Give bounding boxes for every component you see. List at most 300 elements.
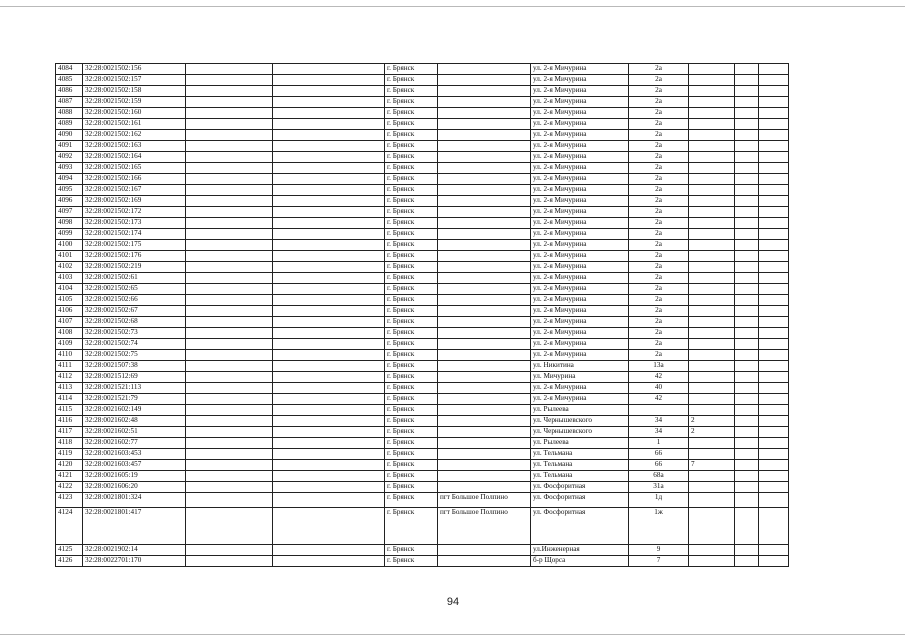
house-number-cell: 34	[629, 416, 689, 427]
table-row	[56, 438, 789, 449]
empty-cell	[186, 86, 273, 97]
building-number-cell	[689, 361, 735, 372]
street-cell: ул. Тельмана	[531, 449, 629, 460]
empty-cell	[273, 460, 385, 471]
record-number-cell: 4093	[56, 163, 83, 174]
record-number-cell: 4119	[56, 449, 83, 460]
empty-cell	[186, 328, 273, 339]
table-row	[56, 493, 789, 508]
empty-cell	[186, 405, 273, 416]
empty-cell	[186, 218, 273, 229]
street-cell: ул. Рылеева	[531, 405, 629, 416]
empty-cell	[735, 185, 759, 196]
street-cell: ул.Инженерная	[531, 545, 629, 556]
settlement-cell	[438, 339, 531, 350]
empty-cell	[186, 207, 273, 218]
empty-cell	[186, 284, 273, 295]
street-cell: ул. 2-я Мичурина	[531, 75, 629, 86]
empty-cell	[759, 86, 789, 97]
record-number-cell: 4084	[56, 64, 83, 75]
empty-cell	[759, 64, 789, 75]
empty-cell	[186, 372, 273, 383]
house-number-cell: 2а	[629, 284, 689, 295]
empty-cell	[735, 328, 759, 339]
record-number-cell: 4099	[56, 229, 83, 240]
empty-cell	[273, 97, 385, 108]
settlement-cell	[438, 86, 531, 97]
table-row	[56, 545, 789, 556]
empty-cell	[273, 556, 385, 567]
building-number-cell	[689, 394, 735, 405]
city-cell: г. Брянск	[385, 372, 438, 383]
city-cell: г. Брянск	[385, 108, 438, 119]
house-number-cell: 9	[629, 545, 689, 556]
street-cell: ул. Фосфоритная	[531, 508, 629, 545]
city-cell: г. Брянск	[385, 196, 438, 207]
street-cell: ул. 2-я Мичурина	[531, 64, 629, 75]
settlement-cell	[438, 64, 531, 75]
city-cell: г. Брянск	[385, 394, 438, 405]
cadastral-number-cell: 32:28:0021502:73	[83, 328, 186, 339]
table-row	[56, 273, 789, 284]
empty-cell	[735, 545, 759, 556]
record-number-cell: 4096	[56, 196, 83, 207]
city-cell: г. Брянск	[385, 273, 438, 284]
empty-cell	[273, 508, 385, 545]
empty-cell	[759, 196, 789, 207]
building-number-cell	[689, 405, 735, 416]
cadastral-number-cell: 32:28:0021502:166	[83, 174, 186, 185]
street-cell: б-р Щорса	[531, 556, 629, 567]
page-number: 94	[446, 596, 460, 608]
cadastral-number-cell: 32:28:0021603:453	[83, 449, 186, 460]
cadastral-number-cell: 32:28:0021502:156	[83, 64, 186, 75]
empty-cell	[735, 240, 759, 251]
empty-cell	[735, 405, 759, 416]
table-row	[56, 449, 789, 460]
record-number-cell: 4120	[56, 460, 83, 471]
record-number-cell: 4107	[56, 317, 83, 328]
empty-cell	[735, 350, 759, 361]
empty-cell	[273, 416, 385, 427]
house-number-cell: 40	[629, 383, 689, 394]
empty-cell	[759, 130, 789, 141]
building-number-cell	[689, 163, 735, 174]
city-cell: г. Брянск	[385, 207, 438, 218]
settlement-cell	[438, 460, 531, 471]
table-row	[56, 328, 789, 339]
table-row	[56, 317, 789, 328]
empty-cell	[735, 251, 759, 262]
table-row	[56, 383, 789, 394]
settlement-cell	[438, 361, 531, 372]
table-row	[56, 97, 789, 108]
empty-cell	[186, 493, 273, 508]
settlement-cell	[438, 251, 531, 262]
table-row	[56, 556, 789, 567]
empty-cell	[186, 152, 273, 163]
scan-bottom-edge-line	[0, 634, 905, 635]
building-number-cell	[689, 262, 735, 273]
city-cell: г. Брянск	[385, 460, 438, 471]
empty-cell	[273, 141, 385, 152]
building-number-cell	[689, 64, 735, 75]
city-cell: г. Брянск	[385, 556, 438, 567]
city-cell: г. Брянск	[385, 361, 438, 372]
building-number-cell	[689, 174, 735, 185]
table-row	[56, 416, 789, 427]
street-cell: ул. 2-я Мичурина	[531, 273, 629, 284]
building-number-cell	[689, 328, 735, 339]
settlement-cell	[438, 427, 531, 438]
table-row	[56, 427, 789, 438]
city-cell: г. Брянск	[385, 482, 438, 493]
settlement-cell	[438, 229, 531, 240]
empty-cell	[273, 218, 385, 229]
record-number-cell: 4094	[56, 174, 83, 185]
record-number-cell: 4113	[56, 383, 83, 394]
table-row	[56, 196, 789, 207]
table-row	[56, 218, 789, 229]
record-number-cell: 4124	[56, 508, 83, 545]
settlement-cell	[438, 75, 531, 86]
empty-cell	[735, 556, 759, 567]
table-row	[56, 284, 789, 295]
table-row	[56, 108, 789, 119]
city-cell: г. Брянск	[385, 97, 438, 108]
city-cell: г. Брянск	[385, 174, 438, 185]
empty-cell	[186, 350, 273, 361]
settlement-cell	[438, 108, 531, 119]
house-number-cell: 68а	[629, 471, 689, 482]
empty-cell	[186, 482, 273, 493]
empty-cell	[759, 75, 789, 86]
settlement-cell	[438, 174, 531, 185]
cadastral-number-cell: 32:28:0021502:175	[83, 240, 186, 251]
empty-cell	[735, 372, 759, 383]
building-number-cell	[689, 86, 735, 97]
city-cell: г. Брянск	[385, 416, 438, 427]
record-number-cell: 4122	[56, 482, 83, 493]
empty-cell	[273, 64, 385, 75]
city-cell: г. Брянск	[385, 508, 438, 545]
empty-cell	[759, 328, 789, 339]
empty-cell	[759, 119, 789, 130]
city-cell: г. Брянск	[385, 152, 438, 163]
record-number-cell: 4112	[56, 372, 83, 383]
empty-cell	[759, 317, 789, 328]
empty-cell	[273, 405, 385, 416]
empty-cell	[759, 240, 789, 251]
cadastral-number-cell: 32:28:0021507:38	[83, 361, 186, 372]
street-cell: ул. 2-я Мичурина	[531, 394, 629, 405]
settlement-cell	[438, 185, 531, 196]
street-cell: ул. 2-я Мичурина	[531, 174, 629, 185]
empty-cell	[735, 460, 759, 471]
record-number-cell: 4095	[56, 185, 83, 196]
registry-table-body	[56, 64, 789, 567]
settlement-cell	[438, 449, 531, 460]
city-cell: г. Брянск	[385, 64, 438, 75]
city-cell: г. Брянск	[385, 449, 438, 460]
street-cell: ул. 2-я Мичурина	[531, 350, 629, 361]
cadastral-number-cell: 32:28:0021502:158	[83, 86, 186, 97]
record-number-cell: 4121	[56, 471, 83, 482]
settlement-cell	[438, 262, 531, 273]
settlement-cell	[438, 218, 531, 229]
empty-cell	[735, 108, 759, 119]
empty-cell	[735, 119, 759, 130]
empty-cell	[273, 284, 385, 295]
empty-cell	[273, 394, 385, 405]
house-number-cell: 66	[629, 460, 689, 471]
record-number-cell: 4104	[56, 284, 83, 295]
house-number-cell: 2а	[629, 163, 689, 174]
cadastral-number-cell: 32:28:0021502:74	[83, 339, 186, 350]
empty-cell	[759, 185, 789, 196]
house-number-cell: 2а	[629, 119, 689, 130]
settlement-cell	[438, 350, 531, 361]
city-cell: г. Брянск	[385, 86, 438, 97]
house-number-cell: 2а	[629, 328, 689, 339]
empty-cell	[735, 383, 759, 394]
city-cell: г. Брянск	[385, 317, 438, 328]
empty-cell	[186, 545, 273, 556]
cadastral-number-cell: 32:28:0021502:169	[83, 196, 186, 207]
record-number-cell: 4110	[56, 350, 83, 361]
city-cell: г. Брянск	[385, 471, 438, 482]
empty-cell	[186, 295, 273, 306]
street-cell: ул. 2-я Мичурина	[531, 317, 629, 328]
table-row	[56, 350, 789, 361]
record-number-cell: 4088	[56, 108, 83, 119]
empty-cell	[759, 207, 789, 218]
settlement-cell	[438, 152, 531, 163]
empty-cell	[273, 383, 385, 394]
cadastral-number-cell: 32:28:0021502:162	[83, 130, 186, 141]
empty-cell	[759, 416, 789, 427]
settlement-cell	[438, 284, 531, 295]
empty-cell	[759, 152, 789, 163]
empty-cell	[735, 273, 759, 284]
table-row	[56, 163, 789, 174]
empty-cell	[759, 251, 789, 262]
house-number-cell: 2а	[629, 174, 689, 185]
city-cell: г. Брянск	[385, 218, 438, 229]
cadastral-number-cell: 32:28:0021512:69	[83, 372, 186, 383]
empty-cell	[186, 185, 273, 196]
empty-cell	[273, 372, 385, 383]
empty-cell	[735, 508, 759, 545]
record-number-cell: 4106	[56, 306, 83, 317]
record-number-cell: 4105	[56, 295, 83, 306]
settlement-cell	[438, 394, 531, 405]
record-number-cell: 4100	[56, 240, 83, 251]
city-cell: г. Брянск	[385, 163, 438, 174]
settlement-cell	[438, 482, 531, 493]
empty-cell	[186, 75, 273, 86]
building-number-cell	[689, 482, 735, 493]
building-number-cell	[689, 295, 735, 306]
empty-cell	[735, 75, 759, 86]
empty-cell	[759, 339, 789, 350]
city-cell: г. Брянск	[385, 229, 438, 240]
settlement-cell	[438, 196, 531, 207]
cadastral-number-cell: 32:28:0021602:48	[83, 416, 186, 427]
table-row	[56, 130, 789, 141]
city-cell: г. Брянск	[385, 262, 438, 273]
table-row	[56, 207, 789, 218]
building-number-cell	[689, 449, 735, 460]
street-cell: ул. 2-я Мичурина	[531, 196, 629, 207]
empty-cell	[759, 306, 789, 317]
empty-cell	[759, 471, 789, 482]
building-number-cell	[689, 196, 735, 207]
empty-cell	[273, 207, 385, 218]
city-cell: г. Брянск	[385, 75, 438, 86]
record-number-cell: 4109	[56, 339, 83, 350]
settlement-cell	[438, 141, 531, 152]
city-cell: г. Брянск	[385, 306, 438, 317]
street-cell: ул. 2-я Мичурина	[531, 262, 629, 273]
record-number-cell: 4091	[56, 141, 83, 152]
house-number-cell: 31а	[629, 482, 689, 493]
house-number-cell: 2а	[629, 152, 689, 163]
settlement-cell	[438, 306, 531, 317]
empty-cell	[735, 64, 759, 75]
empty-cell	[759, 427, 789, 438]
table-row	[56, 240, 789, 251]
house-number-cell: 66	[629, 449, 689, 460]
empty-cell	[186, 508, 273, 545]
table-row	[56, 174, 789, 185]
house-number-cell: 2а	[629, 130, 689, 141]
empty-cell	[759, 482, 789, 493]
empty-cell	[186, 438, 273, 449]
empty-cell	[273, 152, 385, 163]
settlement-cell	[438, 119, 531, 130]
table-row	[56, 460, 789, 471]
empty-cell	[273, 196, 385, 207]
cadastral-number-cell: 32:28:0021502:165	[83, 163, 186, 174]
record-number-cell: 4114	[56, 394, 83, 405]
empty-cell	[759, 460, 789, 471]
empty-cell	[186, 174, 273, 185]
empty-cell	[759, 229, 789, 240]
empty-cell	[186, 427, 273, 438]
street-cell: ул. 2-я Мичурина	[531, 86, 629, 97]
empty-cell	[759, 163, 789, 174]
empty-cell	[273, 130, 385, 141]
scan-top-edge-line	[0, 6, 905, 7]
empty-cell	[735, 427, 759, 438]
street-cell: ул. 2-я Мичурина	[531, 240, 629, 251]
empty-cell	[273, 295, 385, 306]
table-row	[56, 471, 789, 482]
empty-cell	[273, 119, 385, 130]
house-number-cell: 2а	[629, 306, 689, 317]
empty-cell	[735, 130, 759, 141]
table-row	[56, 262, 789, 273]
record-number-cell: 4101	[56, 251, 83, 262]
settlement-cell	[438, 273, 531, 284]
empty-cell	[759, 493, 789, 508]
registry-table	[55, 63, 789, 567]
empty-cell	[186, 273, 273, 284]
empty-cell	[186, 196, 273, 207]
settlement-cell	[438, 471, 531, 482]
settlement-cell	[438, 383, 531, 394]
empty-cell	[735, 97, 759, 108]
empty-cell	[759, 273, 789, 284]
building-number-cell	[689, 97, 735, 108]
empty-cell	[759, 545, 789, 556]
empty-cell	[273, 75, 385, 86]
record-number-cell: 4097	[56, 207, 83, 218]
table-row	[56, 372, 789, 383]
empty-cell	[186, 97, 273, 108]
settlement-cell	[438, 317, 531, 328]
cadastral-number-cell: 32:28:0022701:170	[83, 556, 186, 567]
empty-cell	[735, 482, 759, 493]
record-number-cell: 4118	[56, 438, 83, 449]
street-cell: ул. 2-я Мичурина	[531, 383, 629, 394]
city-cell: г. Брянск	[385, 405, 438, 416]
city-cell: г. Брянск	[385, 141, 438, 152]
building-number-cell: 2	[689, 427, 735, 438]
cadastral-number-cell: 32:28:0021521:79	[83, 394, 186, 405]
city-cell: г. Брянск	[385, 350, 438, 361]
empty-cell	[735, 361, 759, 372]
empty-cell	[273, 306, 385, 317]
house-number-cell: 42	[629, 372, 689, 383]
empty-cell	[273, 86, 385, 97]
house-number-cell: 2а	[629, 317, 689, 328]
empty-cell	[735, 152, 759, 163]
settlement-cell	[438, 163, 531, 174]
empty-cell	[759, 284, 789, 295]
empty-cell	[759, 556, 789, 567]
empty-cell	[759, 141, 789, 152]
city-cell: г. Брянск	[385, 328, 438, 339]
street-cell: ул. 2-я Мичурина	[531, 130, 629, 141]
empty-cell	[186, 141, 273, 152]
record-number-cell: 4117	[56, 427, 83, 438]
building-number-cell: 2	[689, 416, 735, 427]
empty-cell	[273, 493, 385, 508]
street-cell: ул. 2-я Мичурина	[531, 152, 629, 163]
cadastral-number-cell: 32:28:0021502:65	[83, 284, 186, 295]
empty-cell	[273, 163, 385, 174]
settlement-cell	[438, 438, 531, 449]
cadastral-number-cell: 32:28:0021502:161	[83, 119, 186, 130]
building-number-cell	[689, 306, 735, 317]
building-number-cell	[689, 240, 735, 251]
empty-cell	[273, 339, 385, 350]
house-number-cell: 42	[629, 394, 689, 405]
record-number-cell: 4116	[56, 416, 83, 427]
house-number-cell: 1д	[629, 493, 689, 508]
empty-cell	[273, 350, 385, 361]
record-number-cell: 4126	[56, 556, 83, 567]
record-number-cell: 4115	[56, 405, 83, 416]
house-number-cell: 2а	[629, 262, 689, 273]
street-cell: ул. Чернышевского	[531, 416, 629, 427]
empty-cell	[735, 218, 759, 229]
house-number-cell: 2а	[629, 196, 689, 207]
table-row	[56, 251, 789, 262]
house-number-cell: 7	[629, 556, 689, 567]
